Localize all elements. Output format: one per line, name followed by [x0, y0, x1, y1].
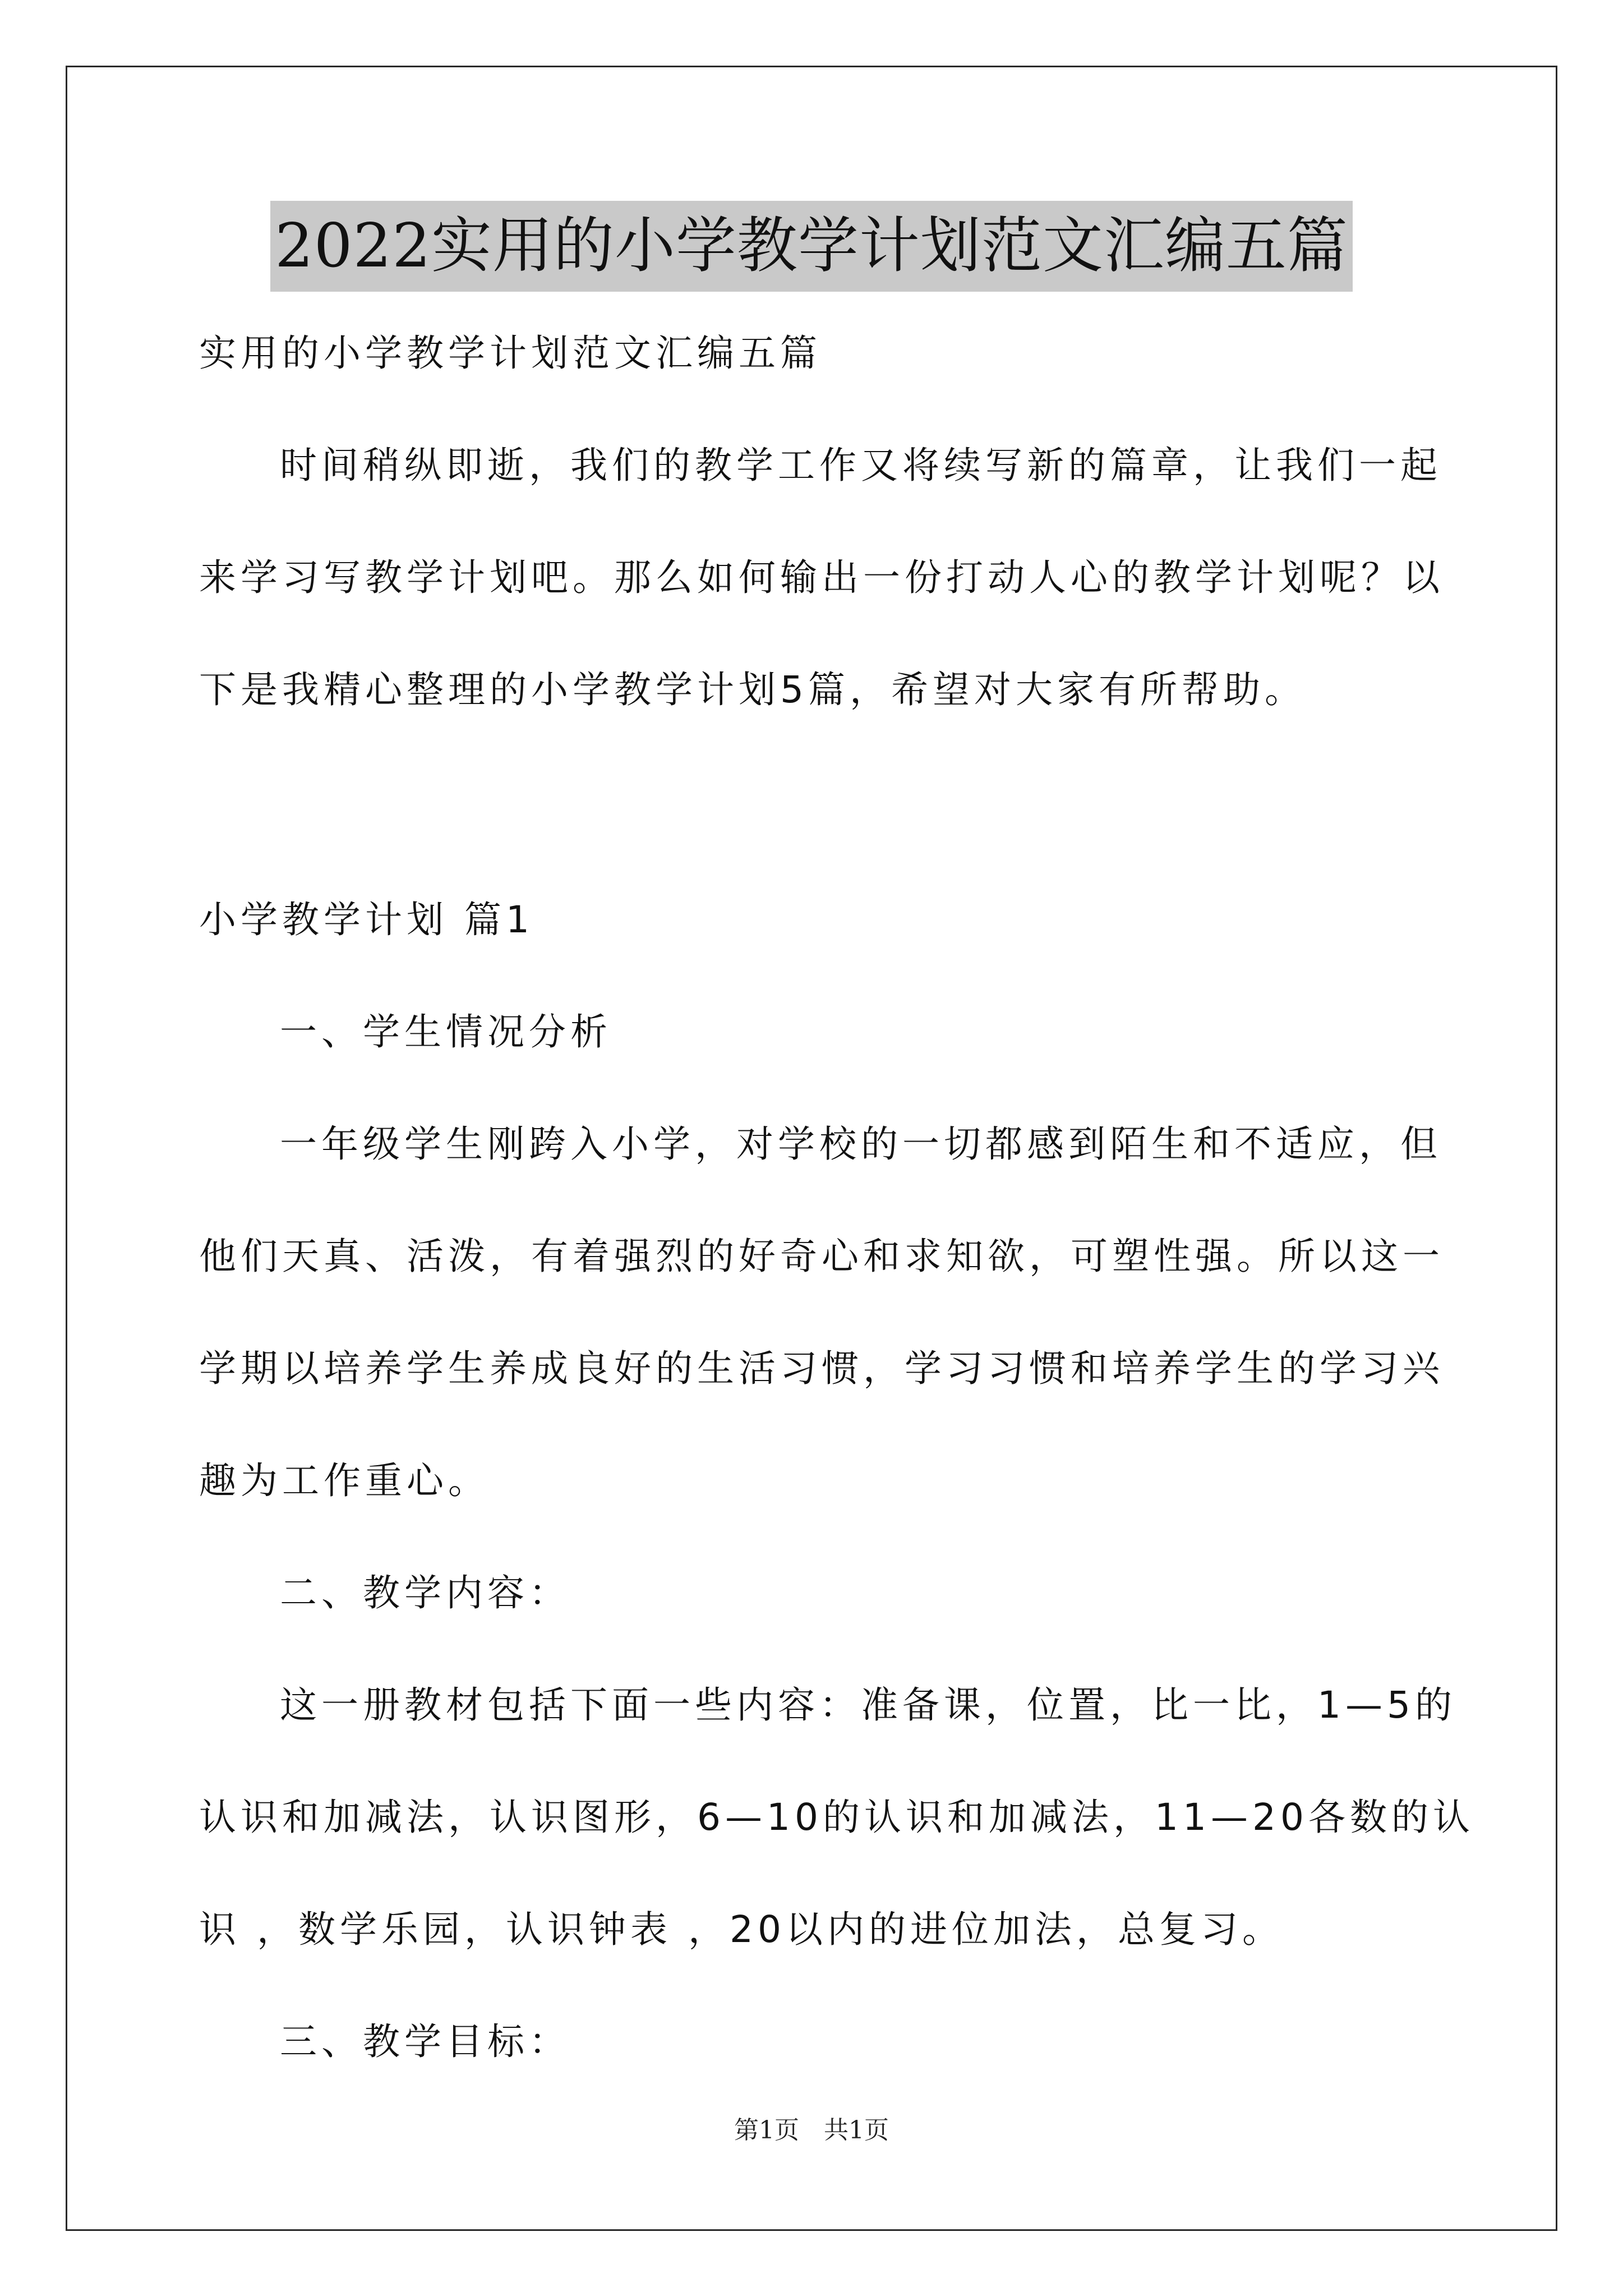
part3-heading: 三、教学目标： [280, 2020, 570, 2063]
part1-line-1: 一年级学生刚跨入小学，对学校的一切都感到陌生和不适应，但 [280, 1122, 1442, 1166]
part1-line-2: 他们天真、活泼，有着强烈的好奇心和求知欲，可塑性强。所以这一 [199, 1235, 1444, 1278]
intro-line-2: 来学习写教学计划吧。那么如何输出一份打动人心的教学计划呢？以 [199, 556, 1444, 599]
section-heading: 小学教学计划 篇1 [199, 898, 534, 941]
part2-heading: 二、教学内容： [280, 1571, 570, 1614]
intro-line-1: 时间稍纵即逝，我们的教学工作又将续写新的篇章，让我们一起 [280, 444, 1442, 487]
part2-line-2: 认识和加减法，认识图形，6—10的认识和加减法，11—20各数的认 [199, 1796, 1474, 1839]
title-container [0, 201, 1623, 292]
part1-line-4: 趣为工作重心。 [199, 1459, 490, 1502]
document-title: 2022实用的小学教学计划范文汇编五篇 [270, 201, 1353, 292]
page-footer: 第1页 共1页 [734, 2116, 889, 2145]
part1-line-3: 学期以培养学生养成良好的生活习惯，学习习惯和培养学生的学习兴 [199, 1347, 1444, 1390]
part1-heading: 一、学生情况分析 [280, 1010, 612, 1053]
part2-line-1: 这一册教材包括下面一些内容：准备课，位置，比一比，1—5的 [280, 1683, 1456, 1727]
intro-line-3: 下是我精心整理的小学教学计划5篇，希望对大家有所帮助。 [199, 668, 1306, 711]
part2-line-3: 识 ，数学乐园，认识钟表 ，20以内的进位加法，总复习。 [199, 1908, 1284, 1951]
document-subtitle: 实用的小学教学计划范文汇编五篇 [199, 332, 822, 375]
